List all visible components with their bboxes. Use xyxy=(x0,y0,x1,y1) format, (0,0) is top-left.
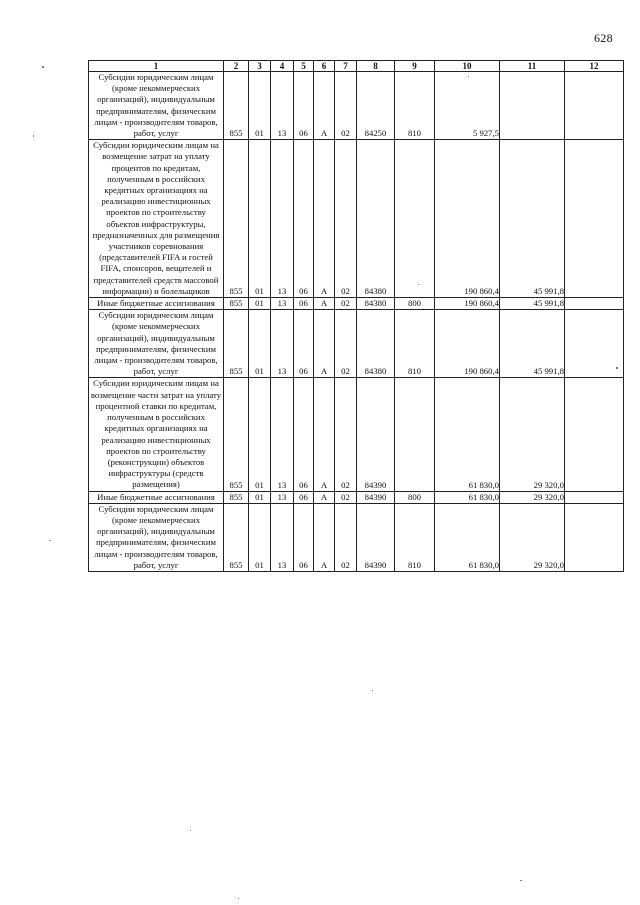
header-col-7: 7 xyxy=(335,61,357,72)
row-amount-col11 xyxy=(500,72,565,140)
header-col-5: 5 xyxy=(294,61,314,72)
scan-speck xyxy=(42,66,44,68)
row-amount-col12 xyxy=(565,378,624,491)
page-number: 628 xyxy=(594,31,613,45)
scan-speck xyxy=(616,367,618,369)
row-section-code: 01 xyxy=(249,503,271,571)
header-col-2: 2 xyxy=(224,61,249,72)
row-direction-code: 84390 xyxy=(357,378,395,491)
row-expense-type: 810 xyxy=(395,72,435,140)
row-expense-type xyxy=(395,378,435,491)
row-subprogram-letter: А xyxy=(314,72,335,140)
row-subsection-code: 13 xyxy=(271,310,294,378)
row-program-code: 06 xyxy=(294,72,314,140)
table-row xyxy=(89,310,624,378)
row-measure-code: 02 xyxy=(335,140,357,298)
budget-table xyxy=(88,60,624,572)
row-name: Субсидии юридическим лицам (кроме некоммерческих организаций), индивидуальным предпринимателям, физическим лицам - производителям товаров, работ, услуг xyxy=(89,503,224,571)
row-section-code: 01 xyxy=(249,491,271,503)
row-name: Субсидии юридическим лицам (кроме некоммерческих организаций), индивидуальным предпринимателям, физическим лицам - производителям товаров, работ, услуг xyxy=(89,310,224,378)
row-amount-col10: 61 830,0 xyxy=(435,503,500,571)
row-expense-type: 800 xyxy=(395,491,435,503)
row-amount-col11: 45 991,8 xyxy=(500,310,565,378)
header-col-11: 11 xyxy=(500,61,565,72)
row-amount-col10: 5 927,5 xyxy=(435,72,500,140)
header-col-1: 1 xyxy=(89,61,224,72)
row-subsection-code: 13 xyxy=(271,140,294,298)
row-ministry-code: 855 xyxy=(224,503,249,571)
header-col-9: 9 xyxy=(395,61,435,72)
row-direction-code: 84390 xyxy=(357,503,395,571)
row-direction-code: 84380 xyxy=(357,310,395,378)
row-amount-col11: 29 320,0 xyxy=(500,378,565,491)
row-program-code: 06 xyxy=(294,298,314,310)
row-measure-code: 02 xyxy=(335,298,357,310)
row-measure-code: 02 xyxy=(335,378,357,491)
row-amount-col11: 29 320,0 xyxy=(500,491,565,503)
row-amount-col10: 61 830,0 xyxy=(435,378,500,491)
row-program-code: 06 xyxy=(294,378,314,491)
scan-speck xyxy=(372,690,373,691)
row-subsection-code: 13 xyxy=(271,491,294,503)
table-row xyxy=(89,491,624,503)
header-row xyxy=(89,61,624,72)
row-section-code: 01 xyxy=(249,72,271,140)
row-section-code: 01 xyxy=(249,378,271,491)
row-measure-code: 02 xyxy=(335,72,357,140)
row-amount-col12 xyxy=(565,140,624,298)
row-subprogram-letter: А xyxy=(314,298,335,310)
row-section-code: 01 xyxy=(249,298,271,310)
row-expense-type: 810 xyxy=(395,503,435,571)
row-subprogram-letter: А xyxy=(314,378,335,491)
row-ministry-code: 855 xyxy=(224,378,249,491)
row-program-code: 06 xyxy=(294,491,314,503)
table-row xyxy=(89,378,624,491)
row-measure-code: 02 xyxy=(335,503,357,571)
table-row xyxy=(89,298,624,310)
row-section-code: 01 xyxy=(249,140,271,298)
row-amount-col11: 45 991,8 xyxy=(500,140,565,298)
row-amount-col10: 190 860,4 xyxy=(435,140,500,298)
table-row xyxy=(89,72,624,140)
row-program-code: 06 xyxy=(294,310,314,378)
row-ministry-code: 855 xyxy=(224,140,249,298)
row-subprogram-letter: А xyxy=(314,140,335,298)
row-amount-col10: 190 860,4 xyxy=(435,298,500,310)
row-ministry-code: 855 xyxy=(224,491,249,503)
table-body xyxy=(89,72,624,572)
row-ministry-code: 855 xyxy=(224,72,249,140)
scan-speck xyxy=(33,135,34,137)
scan-speck xyxy=(49,540,51,541)
header-col-12: 12 xyxy=(565,61,624,72)
scan-speck xyxy=(418,284,419,285)
row-direction-code: 84380 xyxy=(357,140,395,298)
row-ministry-code: 855 xyxy=(224,310,249,378)
row-amount-col12 xyxy=(565,72,624,140)
row-direction-code: 84250 xyxy=(357,72,395,140)
row-program-code: 06 xyxy=(294,140,314,298)
header-col-10: 10 xyxy=(435,61,500,72)
row-name: Субсидии юридическим лицам на возмещение затрат на уплату процентов по кредитам, полученным в российских кредитных организациях на реализацию инвестиционных проектов по строительству объектов инфраструктуры, предназначенных для размещения участников соревнования (представителей FIFA и гостей FIFA, спонсоров, вещателей и представителей средств массовой информации) и болельщиков xyxy=(89,140,224,298)
scan-speck xyxy=(520,880,522,881)
row-name: Иные бюджетные ассигнования xyxy=(89,491,224,503)
header-col-6: 6 xyxy=(314,61,335,72)
row-amount-col12 xyxy=(565,491,624,503)
header-col-3: 3 xyxy=(249,61,271,72)
row-subprogram-letter: А xyxy=(314,503,335,571)
row-name: Субсидии юридическим лицам на возмещение части затрат на уплату процентной ставки по кредитам, полученным в российских кредитных организациях на реализацию инвестиционных проектов по строительству (реконструкции) объектов инфраструктуры (средств размещения) xyxy=(89,378,224,491)
row-name: Иные бюджетные ассигнования xyxy=(89,298,224,310)
row-subsection-code: 13 xyxy=(271,298,294,310)
row-subprogram-letter: А xyxy=(314,491,335,503)
header-col-8: 8 xyxy=(357,61,395,72)
scan-speck xyxy=(468,76,469,77)
row-amount-col12 xyxy=(565,310,624,378)
row-amount-col12 xyxy=(565,503,624,571)
row-amount-col11: 45 991,8 xyxy=(500,298,565,310)
row-expense-type xyxy=(395,140,435,298)
scan-speck xyxy=(238,898,239,899)
row-ministry-code: 855 xyxy=(224,298,249,310)
row-subsection-code: 13 xyxy=(271,503,294,571)
row-measure-code: 02 xyxy=(335,491,357,503)
row-amount-col12 xyxy=(565,298,624,310)
row-name: Субсидии юридическим лицам (кроме некоммерческих организаций), индивидуальным предпринимателям, физическим лицам - производителям товаров, работ, услуг xyxy=(89,72,224,140)
row-subsection-code: 13 xyxy=(271,72,294,140)
row-amount-col11: 29 320,0 xyxy=(500,503,565,571)
header-col-4: 4 xyxy=(271,61,294,72)
row-subsection-code: 13 xyxy=(271,378,294,491)
scan-speck xyxy=(190,830,191,831)
table-row xyxy=(89,503,624,571)
row-expense-type: 800 xyxy=(395,298,435,310)
row-direction-code: 84380 xyxy=(357,298,395,310)
row-measure-code: 02 xyxy=(335,310,357,378)
row-section-code: 01 xyxy=(249,310,271,378)
row-program-code: 06 xyxy=(294,503,314,571)
row-amount-col10: 190 860,4 xyxy=(435,310,500,378)
row-direction-code: 84390 xyxy=(357,491,395,503)
row-expense-type: 810 xyxy=(395,310,435,378)
table-row xyxy=(89,140,624,298)
row-amount-col10: 61 830,0 xyxy=(435,491,500,503)
row-subprogram-letter: А xyxy=(314,310,335,378)
